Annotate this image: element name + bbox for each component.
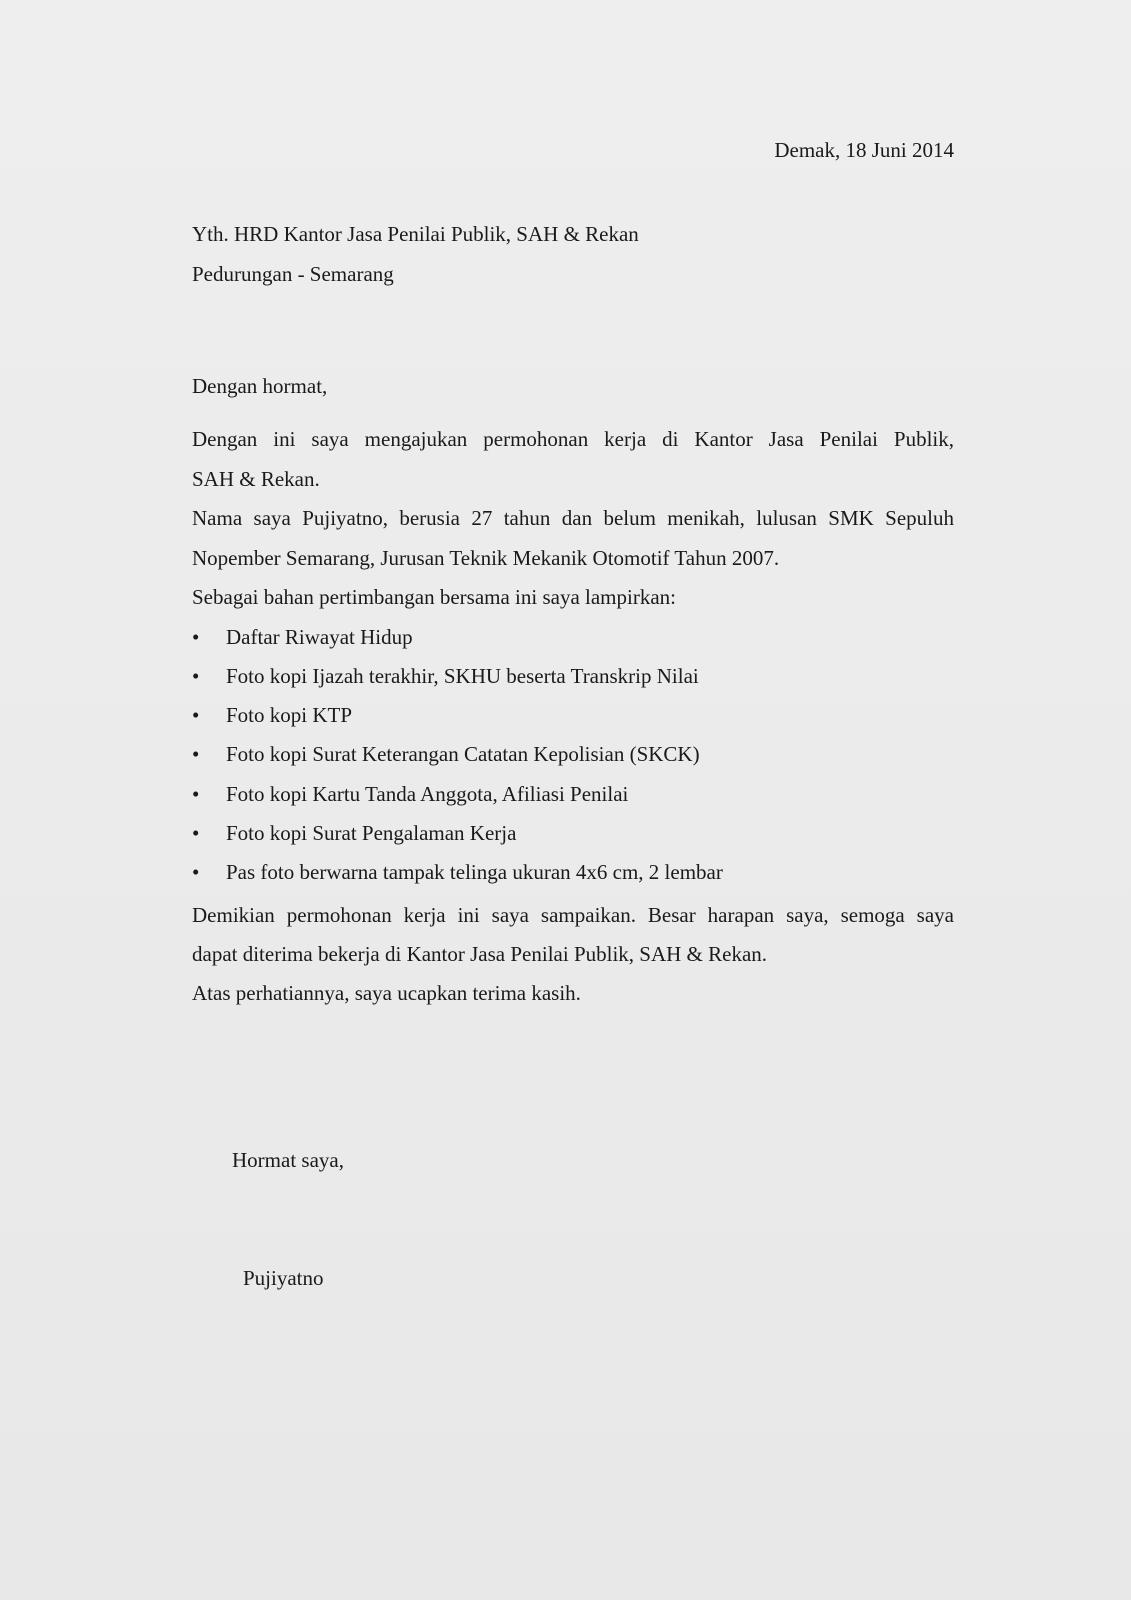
- intro-line-1: Dengan ini saya mengajukan permohonan kerja di Kantor Jasa Penilai Publik,: [192, 427, 954, 451]
- attachment-text: Foto kopi Kartu Tanda Anggota, Afiliasi Penilai: [226, 781, 629, 806]
- attachment-text: Foto kopi KTP: [226, 703, 353, 728]
- regards: Hormat saya,: [232, 1148, 344, 1172]
- bullet-icon: •: [192, 742, 200, 767]
- recipient-line-1: Yth. HRD Kantor Jasa Penilai Publik, SAH & Rekan: [192, 222, 639, 246]
- attachment-text: Foto kopi Ijazah terakhir, SKHU beserta Transkrip Nilai: [226, 663, 699, 688]
- salutation: Dengan hormat,: [192, 374, 328, 398]
- attachment-text: Foto kopi Surat Pengalaman Kerja: [226, 820, 517, 845]
- list-item: [192, 657, 954, 696]
- letter-body: [192, 420, 954, 893]
- list-item: [192, 853, 954, 892]
- bullet-icon: •: [192, 781, 200, 806]
- list-item: [192, 814, 954, 853]
- bullet-icon: •: [192, 820, 200, 845]
- list-item: [192, 696, 954, 735]
- attachment-text: Daftar Riwayat Hidup: [226, 624, 413, 649]
- list-item: [192, 618, 954, 657]
- bullet-icon: •: [192, 663, 200, 688]
- profile-line-2: Nopember Semarang, Jurusan Teknik Mekanik Otomotif Tahun 2007.: [192, 545, 780, 570]
- signer-name: Pujiyatno: [243, 1266, 324, 1290]
- attachment-text: Pas foto berwarna tampak telinga ukuran 4x6 cm, 2 lembar: [226, 860, 723, 885]
- closing-paragraph: [192, 896, 954, 1013]
- list-item: [192, 775, 954, 814]
- closing-line-2: dapat diterima bekerja di Kantor Jasa Penilai Publik, SAH & Rekan.: [192, 942, 768, 966]
- attachment-text: Foto kopi Surat Keterangan Catatan Kepolisian (SKCK): [226, 742, 700, 767]
- bullet-icon: •: [192, 860, 200, 885]
- closing-line-1: Demikian permohonan kerja ini saya sampaikan. Besar harapan saya, semoga saya: [192, 903, 954, 927]
- bullet-icon: •: [192, 703, 200, 728]
- list-item: [192, 735, 954, 774]
- bullet-icon: •: [192, 624, 200, 649]
- attachment-list: [192, 618, 954, 893]
- profile-line-1: Nama saya Pujiyatno, berusia 27 tahun dan belum menikah, lulusan SMK Sepuluh: [192, 506, 954, 530]
- letter-date: Demak, 18 Juni 2014: [774, 138, 954, 162]
- recipient-line-2: Pedurungan - Semarang: [192, 262, 394, 286]
- intro-line-2: SAH & Rekan.: [192, 466, 320, 491]
- attachments-intro: Sebagai bahan pertimbangan bersama ini saya lampirkan:: [192, 585, 676, 609]
- recipient-address: [192, 214, 639, 294]
- closing-line-3: Atas perhatiannya, saya ucapkan terima kasih.: [192, 981, 581, 1005]
